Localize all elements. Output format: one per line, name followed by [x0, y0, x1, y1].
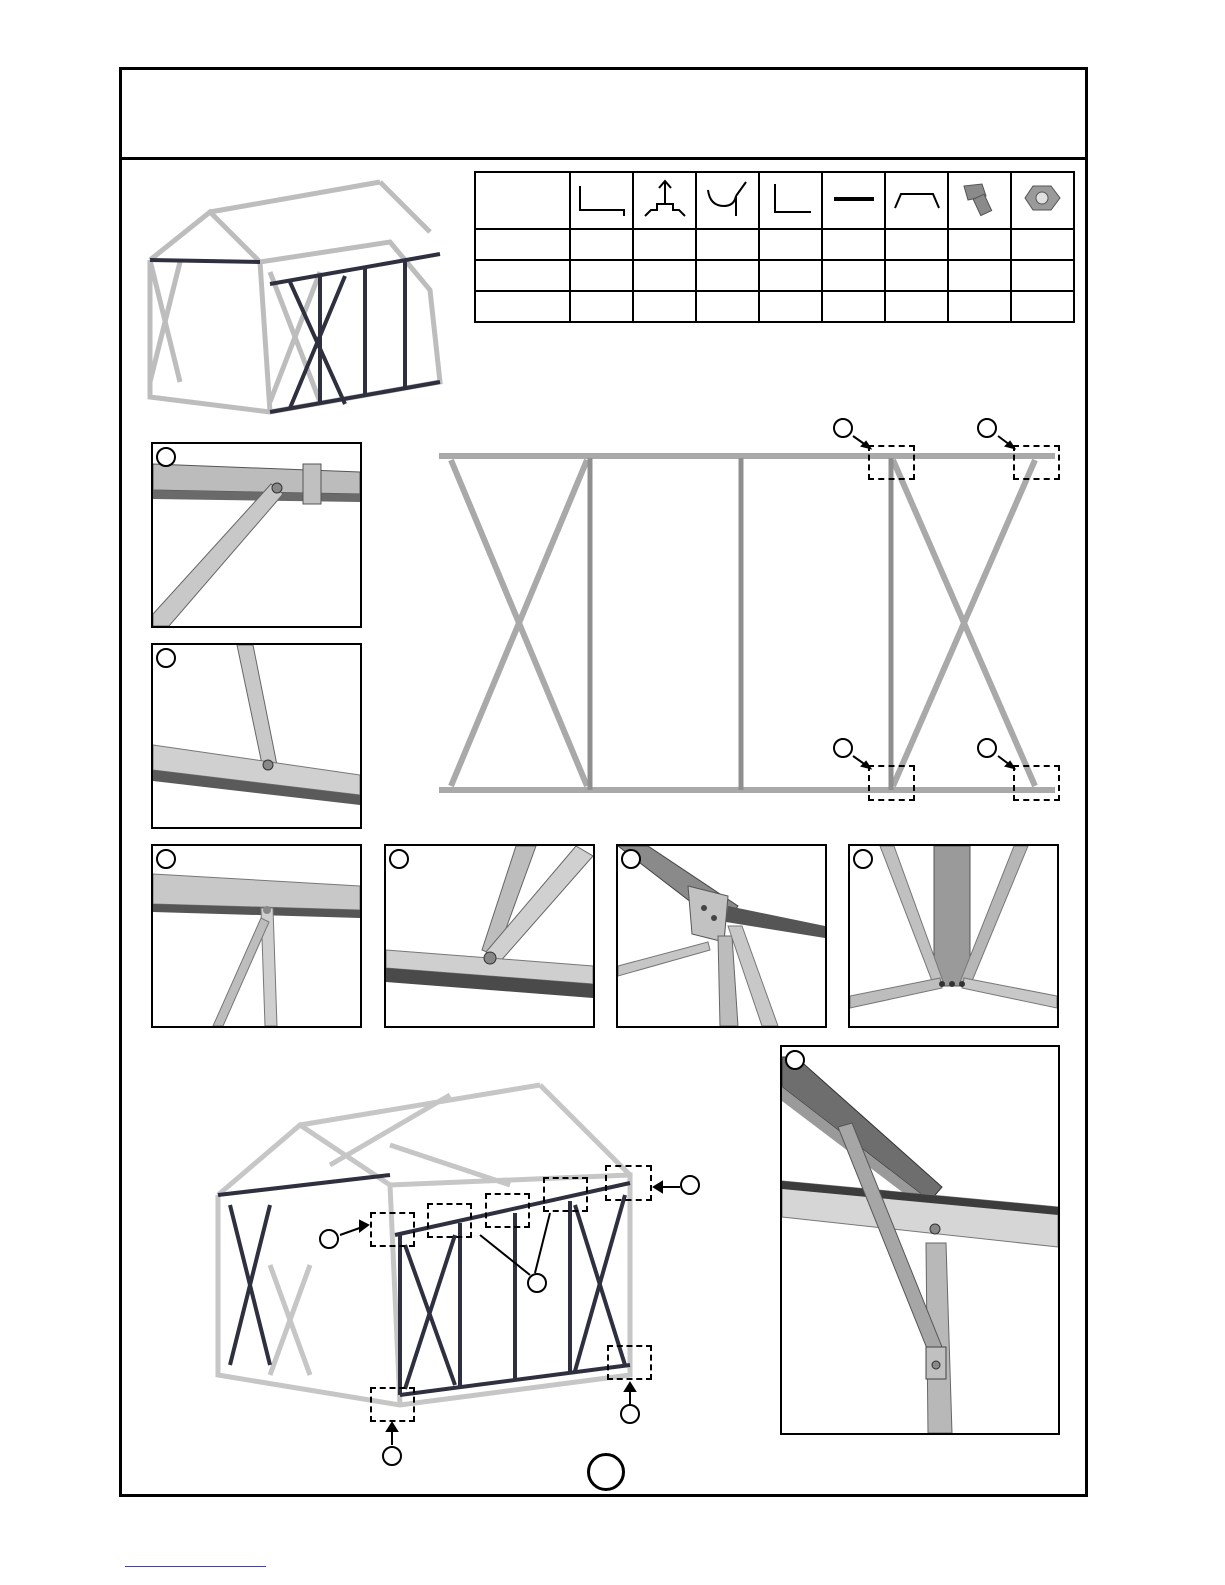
greenhouse-overview-illustration — [140, 172, 452, 424]
bolt-icon — [948, 172, 1011, 229]
parts-cell — [633, 291, 696, 322]
parts-cell — [822, 260, 885, 291]
detail-badge — [785, 1050, 805, 1070]
step-number-circle — [587, 1453, 625, 1491]
angle-profile-icon — [570, 172, 633, 229]
detail-panel-ridge-bracket — [616, 844, 827, 1028]
parts-table — [474, 171, 1075, 323]
detail-panel-roof-strut — [780, 1045, 1060, 1435]
parts-cell — [885, 229, 948, 260]
detail-badge — [621, 849, 641, 869]
parts-row-label — [475, 291, 570, 322]
parts-cell — [570, 291, 633, 322]
parts-cell — [633, 229, 696, 260]
detail-panel-eave-joint — [151, 844, 362, 1028]
detail-panel-top-corner — [151, 442, 362, 628]
parts-row — [475, 291, 1074, 322]
detail-badge — [156, 849, 176, 869]
parts-cell — [885, 291, 948, 322]
footer-link-underline[interactable] — [125, 1566, 266, 1567]
u-channel-icon — [885, 172, 948, 229]
parts-cell — [696, 291, 759, 322]
flat-bar-icon — [822, 172, 885, 229]
parts-row — [475, 229, 1074, 260]
parts-cell — [696, 229, 759, 260]
parts-cell — [759, 291, 822, 322]
parts-row-label — [475, 229, 570, 260]
detail-badge — [853, 849, 873, 869]
parts-cell — [948, 291, 1011, 322]
parts-row-label — [475, 260, 570, 291]
detail-badge — [156, 648, 176, 668]
parts-cell — [696, 260, 759, 291]
parts-cell — [1011, 229, 1074, 260]
parts-cell — [1011, 291, 1074, 322]
parts-cell — [759, 229, 822, 260]
detail-badge — [389, 849, 409, 869]
parts-cell — [570, 229, 633, 260]
parts-cell — [570, 260, 633, 291]
assembly-callout-arrows — [330, 1175, 690, 1455]
parts-header-label — [475, 172, 570, 229]
gutter-profile-icon — [696, 172, 759, 229]
parts-row — [475, 260, 1074, 291]
parts-cell — [1011, 260, 1074, 291]
detail-badge — [156, 447, 176, 467]
parts-cell — [759, 260, 822, 291]
detail-panel-base-junction — [848, 844, 1059, 1028]
parts-cell — [822, 291, 885, 322]
parts-cell — [948, 229, 1011, 260]
detail-panel-bottom-corner — [151, 643, 362, 829]
parts-icon-row — [475, 172, 1074, 229]
parts-cell — [633, 260, 696, 291]
nut-icon — [1011, 172, 1074, 229]
l-angle-icon — [759, 172, 822, 229]
ridge-bar-icon — [633, 172, 696, 229]
parts-cell — [885, 260, 948, 291]
callout-arrows — [848, 430, 1068, 780]
parts-cell — [948, 260, 1011, 291]
parts-cell — [822, 229, 885, 260]
title-band — [122, 70, 1085, 160]
detail-panel-brace-bolt — [384, 844, 595, 1028]
